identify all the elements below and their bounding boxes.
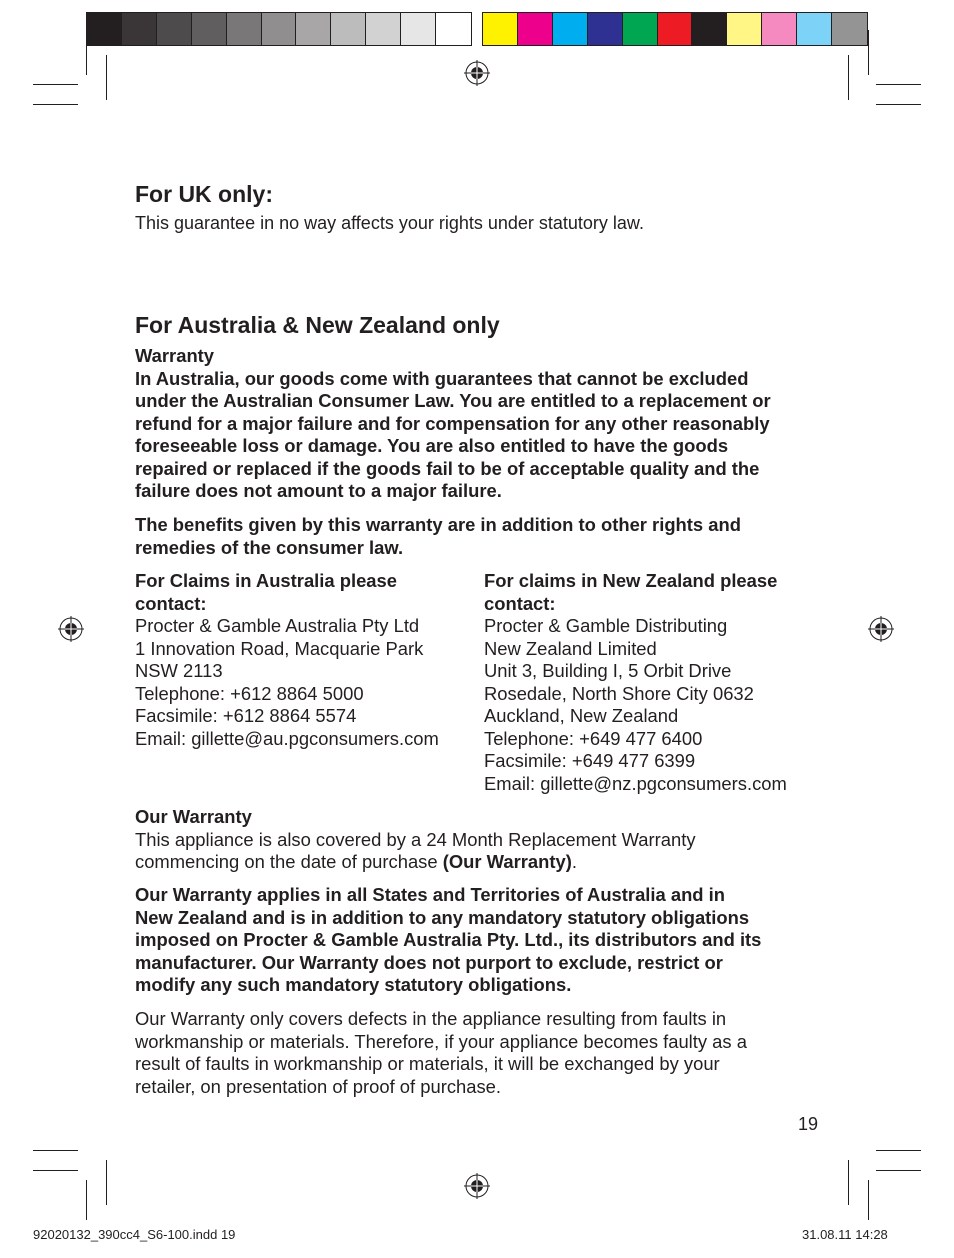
new-zealand-contact-line: New Zealand Limited	[484, 637, 657, 659]
grayscale-swatch	[227, 13, 262, 45]
process-color-swatch	[658, 13, 693, 45]
grayscale-swatch	[331, 13, 366, 45]
coverage-line: retailer, on presentation of proof of purchase.	[135, 1075, 501, 1097]
crop-mark	[33, 84, 78, 85]
crop-mark	[876, 1170, 921, 1171]
crop-mark	[848, 55, 849, 100]
australia-contact-line: 1 Innovation Road, Macquarie Park	[135, 637, 424, 659]
scope-line: New Zealand and is in addition to any mandatory statutory obligations	[135, 906, 750, 928]
our-warranty-period: .	[571, 851, 577, 872]
new-zealand-contact-line: Unit 3, Building I, 5 Orbit Drive	[484, 660, 732, 681]
registration-mark-icon	[464, 60, 490, 86]
warranty-label: Warranty	[135, 345, 215, 366]
grayscale-swatch	[436, 13, 471, 45]
grayscale-swatch	[366, 13, 401, 45]
warranty-line: repaired or replaced if the goods fail to be of acceptable quality and the	[135, 457, 760, 479]
benefits-line: The benefits given by this warranty are in addition to other rights and	[135, 514, 741, 535]
warranty-line: In Australia, our goods come with guarantees that cannot be excluded	[135, 367, 749, 389]
new-zealand-contact	[484, 570, 829, 795]
new-zealand-contact-line: Rosedale, North Shore City 0632	[484, 682, 754, 704]
process-color-swatch	[762, 13, 797, 45]
process-color-swatch	[483, 13, 518, 45]
slug-filename: 92020132_390cc4_S6-100.indd 19	[33, 1227, 236, 1242]
new-zealand-contact-line: Procter & Gamble Distributing	[484, 615, 728, 636]
australia-contact-line: Procter & Gamble Australia Pty Ltd	[135, 615, 420, 636]
grayscale-swatch	[87, 13, 122, 45]
coverage-line: workmanship or materials. Therefore, if your appliance becomes faulty as a	[135, 1030, 747, 1052]
process-color-swatch	[623, 13, 658, 45]
australia-contact-line: Telephone: +612 8864 5000	[135, 682, 364, 704]
uk-heading: For UK only:	[135, 181, 273, 207]
crop-mark	[868, 1180, 869, 1220]
our-warranty-line	[135, 851, 825, 874]
our-warranty-heading: Our Warranty	[135, 806, 252, 827]
registration-mark-icon	[868, 616, 894, 642]
new-zealand-contact-line: Telephone: +649 477 6400	[484, 727, 703, 749]
scope-line: manufacturer. Our Warranty does not purport to exclude, restrict or	[135, 951, 723, 973]
page-number: 19	[798, 1114, 819, 1134]
grayscale-swatch	[262, 13, 297, 45]
crop-mark	[86, 30, 87, 75]
grayscale-swatch	[157, 13, 192, 45]
crop-mark	[876, 104, 921, 105]
registration-mark-icon	[58, 616, 84, 642]
process-color-swatch	[518, 13, 553, 45]
our-warranty-text: commencing on the date of purchase	[135, 851, 443, 872]
crop-mark	[33, 1150, 78, 1151]
process-color-swatch	[797, 13, 832, 45]
new-zealand-contact-line: Facsimile: +649 477 6399	[484, 750, 696, 771]
grayscale-swatch	[192, 13, 227, 45]
crop-mark	[106, 55, 107, 100]
crop-mark	[106, 1160, 107, 1205]
warranty-line: refund for a major failure and for compensation for any other reasonably	[135, 412, 770, 434]
crop-mark	[86, 1180, 87, 1220]
process-color-swatch	[832, 13, 867, 45]
scope-line: Our Warranty applies in all States and Territories of Australia and in	[135, 884, 725, 905]
crop-mark	[848, 1160, 849, 1205]
australia-contact-heading: For Claims in Australia please	[135, 570, 397, 591]
benefits-line: remedies of the consumer law.	[135, 536, 404, 558]
au-nz-heading: For Australia & New Zealand only	[135, 312, 500, 338]
crop-mark	[33, 1170, 78, 1171]
crop-mark	[868, 30, 869, 75]
australia-contact	[135, 570, 475, 750]
process-color-swatch	[553, 13, 588, 45]
warranty-paragraph	[135, 345, 825, 503]
new-zealand-contact-line: Auckland, New Zealand	[484, 705, 679, 726]
grayscale-swatch	[122, 13, 157, 45]
process-color-swatch	[727, 13, 762, 45]
uk-statement: This guarantee in no way affects your rights under statutory law.	[135, 213, 644, 233]
australia-contact-line: Facsimile: +612 8864 5574	[135, 705, 357, 726]
crop-mark	[876, 1150, 921, 1151]
scope-line: imposed on Procter & Gamble Australia Pty. Ltd., its distributors and its	[135, 929, 762, 950]
benefits-paragraph	[135, 514, 825, 559]
process-color-bar	[482, 12, 868, 46]
registration-mark-icon	[464, 1173, 490, 1199]
slug-date: 31.08.11 14:28	[802, 1227, 888, 1242]
crop-mark	[33, 104, 78, 105]
coverage-line: Our Warranty only covers defects in the appliance resulting from faults in	[135, 1008, 727, 1029]
grayscale-swatch	[296, 13, 331, 45]
our-warranty-line: This appliance is also covered by a 24 Month Replacement Warranty	[135, 828, 696, 850]
process-color-swatch	[692, 13, 727, 45]
australia-contact-line: NSW 2113	[135, 660, 223, 681]
our-warranty-paragraph	[135, 806, 825, 874]
new-zealand-contact-heading: For claims in New Zealand please	[484, 570, 778, 591]
scope-line: modify any such mandatory statutory obligations.	[135, 974, 572, 995]
australia-contact-heading: contact:	[135, 592, 207, 614]
coverage-line: result of faults in workmanship or materials, it will be exchanged by your	[135, 1053, 720, 1074]
warranty-line: foreseeable loss or damage. You are also entitled to have the goods	[135, 435, 729, 456]
our-warranty-term: (Our Warranty)	[442, 851, 572, 872]
new-zealand-email: Email: gillette@nz.pgconsumers.com	[484, 772, 787, 794]
our-warranty-scope-paragraph	[135, 884, 825, 997]
crop-mark	[876, 84, 921, 85]
process-color-swatch	[588, 13, 623, 45]
warranty-line: failure does not amount to a major failure.	[135, 480, 502, 501]
grayscale-color-bar	[86, 12, 472, 46]
warranty-line: under the Australian Consumer Law. You are entitled to a replacement or	[135, 390, 771, 411]
australia-email: Email: gillette@au.pgconsumers.com	[135, 727, 439, 749]
grayscale-swatch	[401, 13, 436, 45]
new-zealand-contact-heading: contact:	[484, 592, 556, 614]
our-warranty-coverage-paragraph	[135, 1008, 825, 1098]
